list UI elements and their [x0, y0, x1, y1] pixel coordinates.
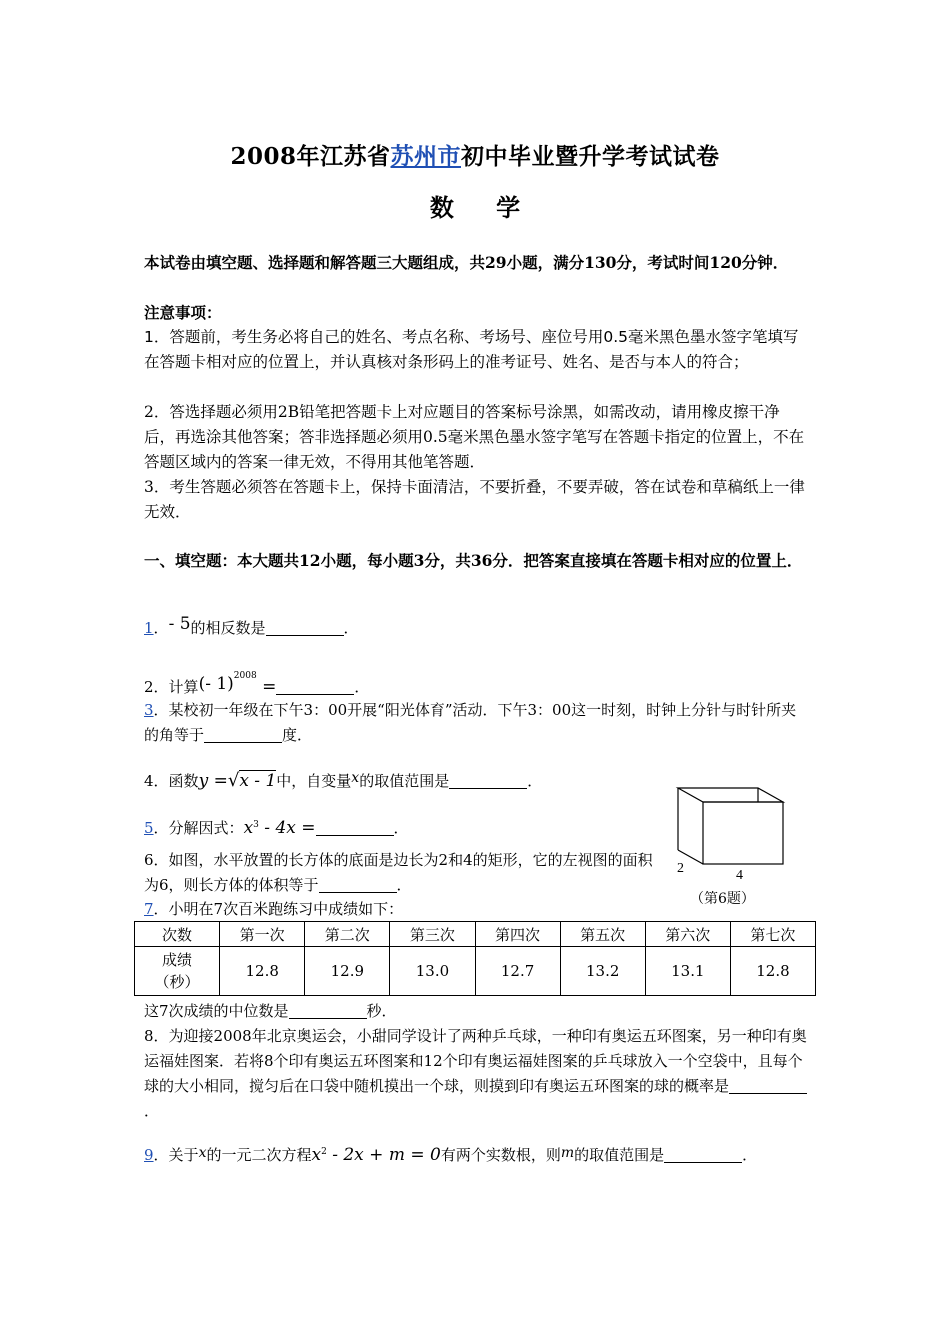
- side-label: 2: [677, 861, 684, 876]
- question-number: 4: [144, 772, 154, 790]
- notice-item-2: 2．答选择题必须用2B铅笔把答题卡上对应题目的答案标号涂黑，如需改动，请用橡皮擦干净后，再选涂其他答案；答非选择题必须用0.5毫米黑色墨水签字笔写在答题卡指定的位置上，不在答题区域内的答案一律无效，不得用其他笔答题．: [144, 403, 805, 471]
- answer-blank: [289, 1002, 367, 1019]
- table-header-cell: 第二次: [305, 922, 390, 947]
- question-end: 度．: [282, 726, 313, 744]
- question-number[interactable]: 5: [144, 819, 154, 837]
- table-cell: 12.8: [220, 947, 305, 996]
- row-label: 成绩: [162, 951, 193, 969]
- scores-table: [134, 921, 816, 996]
- question-text: 的取值范围是: [574, 1146, 665, 1164]
- table-header-cell: 第七次: [730, 922, 815, 947]
- table-header-cell: 第五次: [560, 922, 645, 947]
- table-cell: 12.9: [305, 947, 390, 996]
- math-variable: x: [198, 1145, 207, 1161]
- math-expression: - 2x + m = 0: [326, 1145, 441, 1165]
- question-number: 2: [144, 678, 154, 696]
- question-4: [144, 766, 664, 794]
- question-8: [144, 1024, 809, 1124]
- table-header-cell: 第三次: [390, 922, 475, 947]
- question-6: [144, 848, 664, 898]
- table-header-cell: 第四次: [475, 922, 560, 947]
- question-number: 8: [144, 1027, 154, 1045]
- table-cell: 13.1: [645, 947, 730, 996]
- page-title: [0, 138, 950, 171]
- table-header-cell: 次数: [135, 922, 220, 947]
- answer-blank: [266, 619, 344, 636]
- question-text: 中，自变量: [276, 772, 352, 790]
- title-suffix: 初中毕业暨升学考试试卷: [461, 143, 720, 170]
- question-text: ．小明在7次百米跑练习中成绩如下：: [153, 900, 404, 918]
- math-expression: - 5: [168, 614, 191, 634]
- question-end: ．: [144, 1102, 160, 1120]
- question-text: ．为迎接2008年北京奥运会，小甜同学设计了两种乒乓球，一种印有奥运五环图案，另一种印有奥运福娃图案．若将8个印有奥运五环图案和12个印有奥运福娃图案的乒乓球放入一个空袋中，且每个球的大小相同，搅匀后在口袋中随机摸出一个球，则摸到印有奥运五环图案的球的概率是: [144, 1027, 807, 1095]
- math-variable: x: [351, 770, 360, 786]
- question-text: ．计算: [153, 678, 199, 696]
- row-unit: （秒）: [154, 973, 200, 991]
- question-end: ．: [396, 876, 412, 894]
- math-exponent: 2: [321, 1147, 327, 1157]
- math-base: x: [311, 1145, 322, 1165]
- question-text: ．函数: [153, 772, 199, 790]
- table-header-row: [135, 922, 816, 947]
- notice-item-3: 3．考生答题必须答在答题卡上，保持卡面清洁，不要折叠，不要弄破，答在试卷和草稿纸上一律无效．: [144, 478, 805, 521]
- question-text: ．分解因式：: [153, 819, 244, 837]
- question-text: 的取值范围是: [359, 772, 450, 790]
- question-3: [144, 698, 809, 748]
- question-1: 1．- 5的相反数是 ．: [144, 614, 359, 637]
- table-cell: 13.2: [560, 947, 645, 996]
- math-exponent: 3: [253, 820, 259, 830]
- question-end: ．: [742, 1146, 758, 1164]
- question-number[interactable]: 7: [144, 900, 154, 918]
- bottom-label: 4: [736, 868, 743, 880]
- subject-title: 数 学: [429, 193, 521, 222]
- math-expression: - 4x =: [258, 818, 316, 838]
- answer-blank: [449, 772, 527, 789]
- math-radicand: x - 1: [239, 771, 277, 791]
- question-7: [144, 897, 664, 922]
- question-9: [144, 1140, 809, 1168]
- table-row: [135, 947, 816, 996]
- table-header-cell: 第一次: [220, 922, 305, 947]
- city-link[interactable]: 苏州市: [390, 143, 461, 170]
- table-cell: 13.0: [390, 947, 475, 996]
- question-text: 的相反数是: [190, 619, 266, 637]
- question-end: ．: [354, 678, 370, 696]
- question-end: 秒．: [366, 1002, 397, 1020]
- math-exponent: 2008: [233, 671, 257, 681]
- answer-blank: [316, 819, 394, 836]
- answer-blank: [276, 678, 354, 695]
- question-text: ．关于: [153, 1146, 199, 1164]
- question-number[interactable]: 3: [144, 701, 154, 719]
- question-number[interactable]: 9: [144, 1146, 154, 1164]
- question-number: 6: [144, 851, 154, 869]
- question-text: ．如图，水平放置的长方体的底面是边长为2和4的矩形，它的左视图的面积为6，则长方体的体积等于: [144, 851, 653, 894]
- cuboid-diagram: [668, 780, 798, 880]
- answer-blank: [729, 1077, 807, 1094]
- section-heading: 一、填空题：本大题共12小题，每小题3分，共36分．把答案直接填在答题卡相对应的位置上．: [144, 551, 803, 570]
- math-y: y =: [198, 771, 228, 791]
- math-variable: m: [560, 1145, 575, 1161]
- question-7-followup: [144, 999, 809, 1024]
- title-prefix: 2008年江苏省: [230, 143, 391, 170]
- table-header-cell: 第六次: [645, 922, 730, 947]
- answer-blank: [204, 726, 282, 743]
- math-equals: =: [256, 677, 277, 697]
- question-text: 有两个实数根，则: [440, 1146, 561, 1164]
- question-text: 这7次成绩的中位数是: [144, 1002, 289, 1020]
- math-expression: (- 1): [198, 674, 234, 694]
- math-base: x: [243, 818, 254, 838]
- figure-caption: （第6题）: [690, 891, 755, 907]
- notice-heading: 注意事项：: [144, 303, 222, 322]
- question-number[interactable]: 1: [144, 619, 154, 637]
- question-end: ．: [393, 819, 409, 837]
- answer-blank: [319, 876, 397, 893]
- question-5: [144, 813, 664, 841]
- sqrt-sign: √: [227, 770, 240, 791]
- question-end: ．: [343, 619, 359, 637]
- cuboid-figure: [668, 780, 798, 884]
- table-cell: 12.8: [730, 947, 815, 996]
- table-cell: 12.7: [475, 947, 560, 996]
- question-end: ．: [527, 772, 543, 790]
- row-label-cell: [135, 947, 220, 996]
- exam-summary: 本试卷由填空题、选择题和解答题三大题组成，共29小题，满分130分，考试时间120分钟．: [144, 253, 789, 272]
- notice-item-1: 1．答题前，考生务必将自己的姓名、考点名称、考场号、座位号用0.5毫米黑色墨水签字笔填写在答题卡相对应的位置上，并认真核对条形码上的准考证号、姓名、是否与本人的符合；: [144, 328, 799, 371]
- question-text: 的一元二次方程: [206, 1146, 312, 1164]
- question-text: ．某校初一年级在下午3：00开展“阳光体育”活动．下午3：00这一时刻，时钟上分针与时针所夹的角等于: [144, 701, 797, 744]
- answer-blank: [664, 1146, 742, 1163]
- question-2: [144, 664, 809, 700]
